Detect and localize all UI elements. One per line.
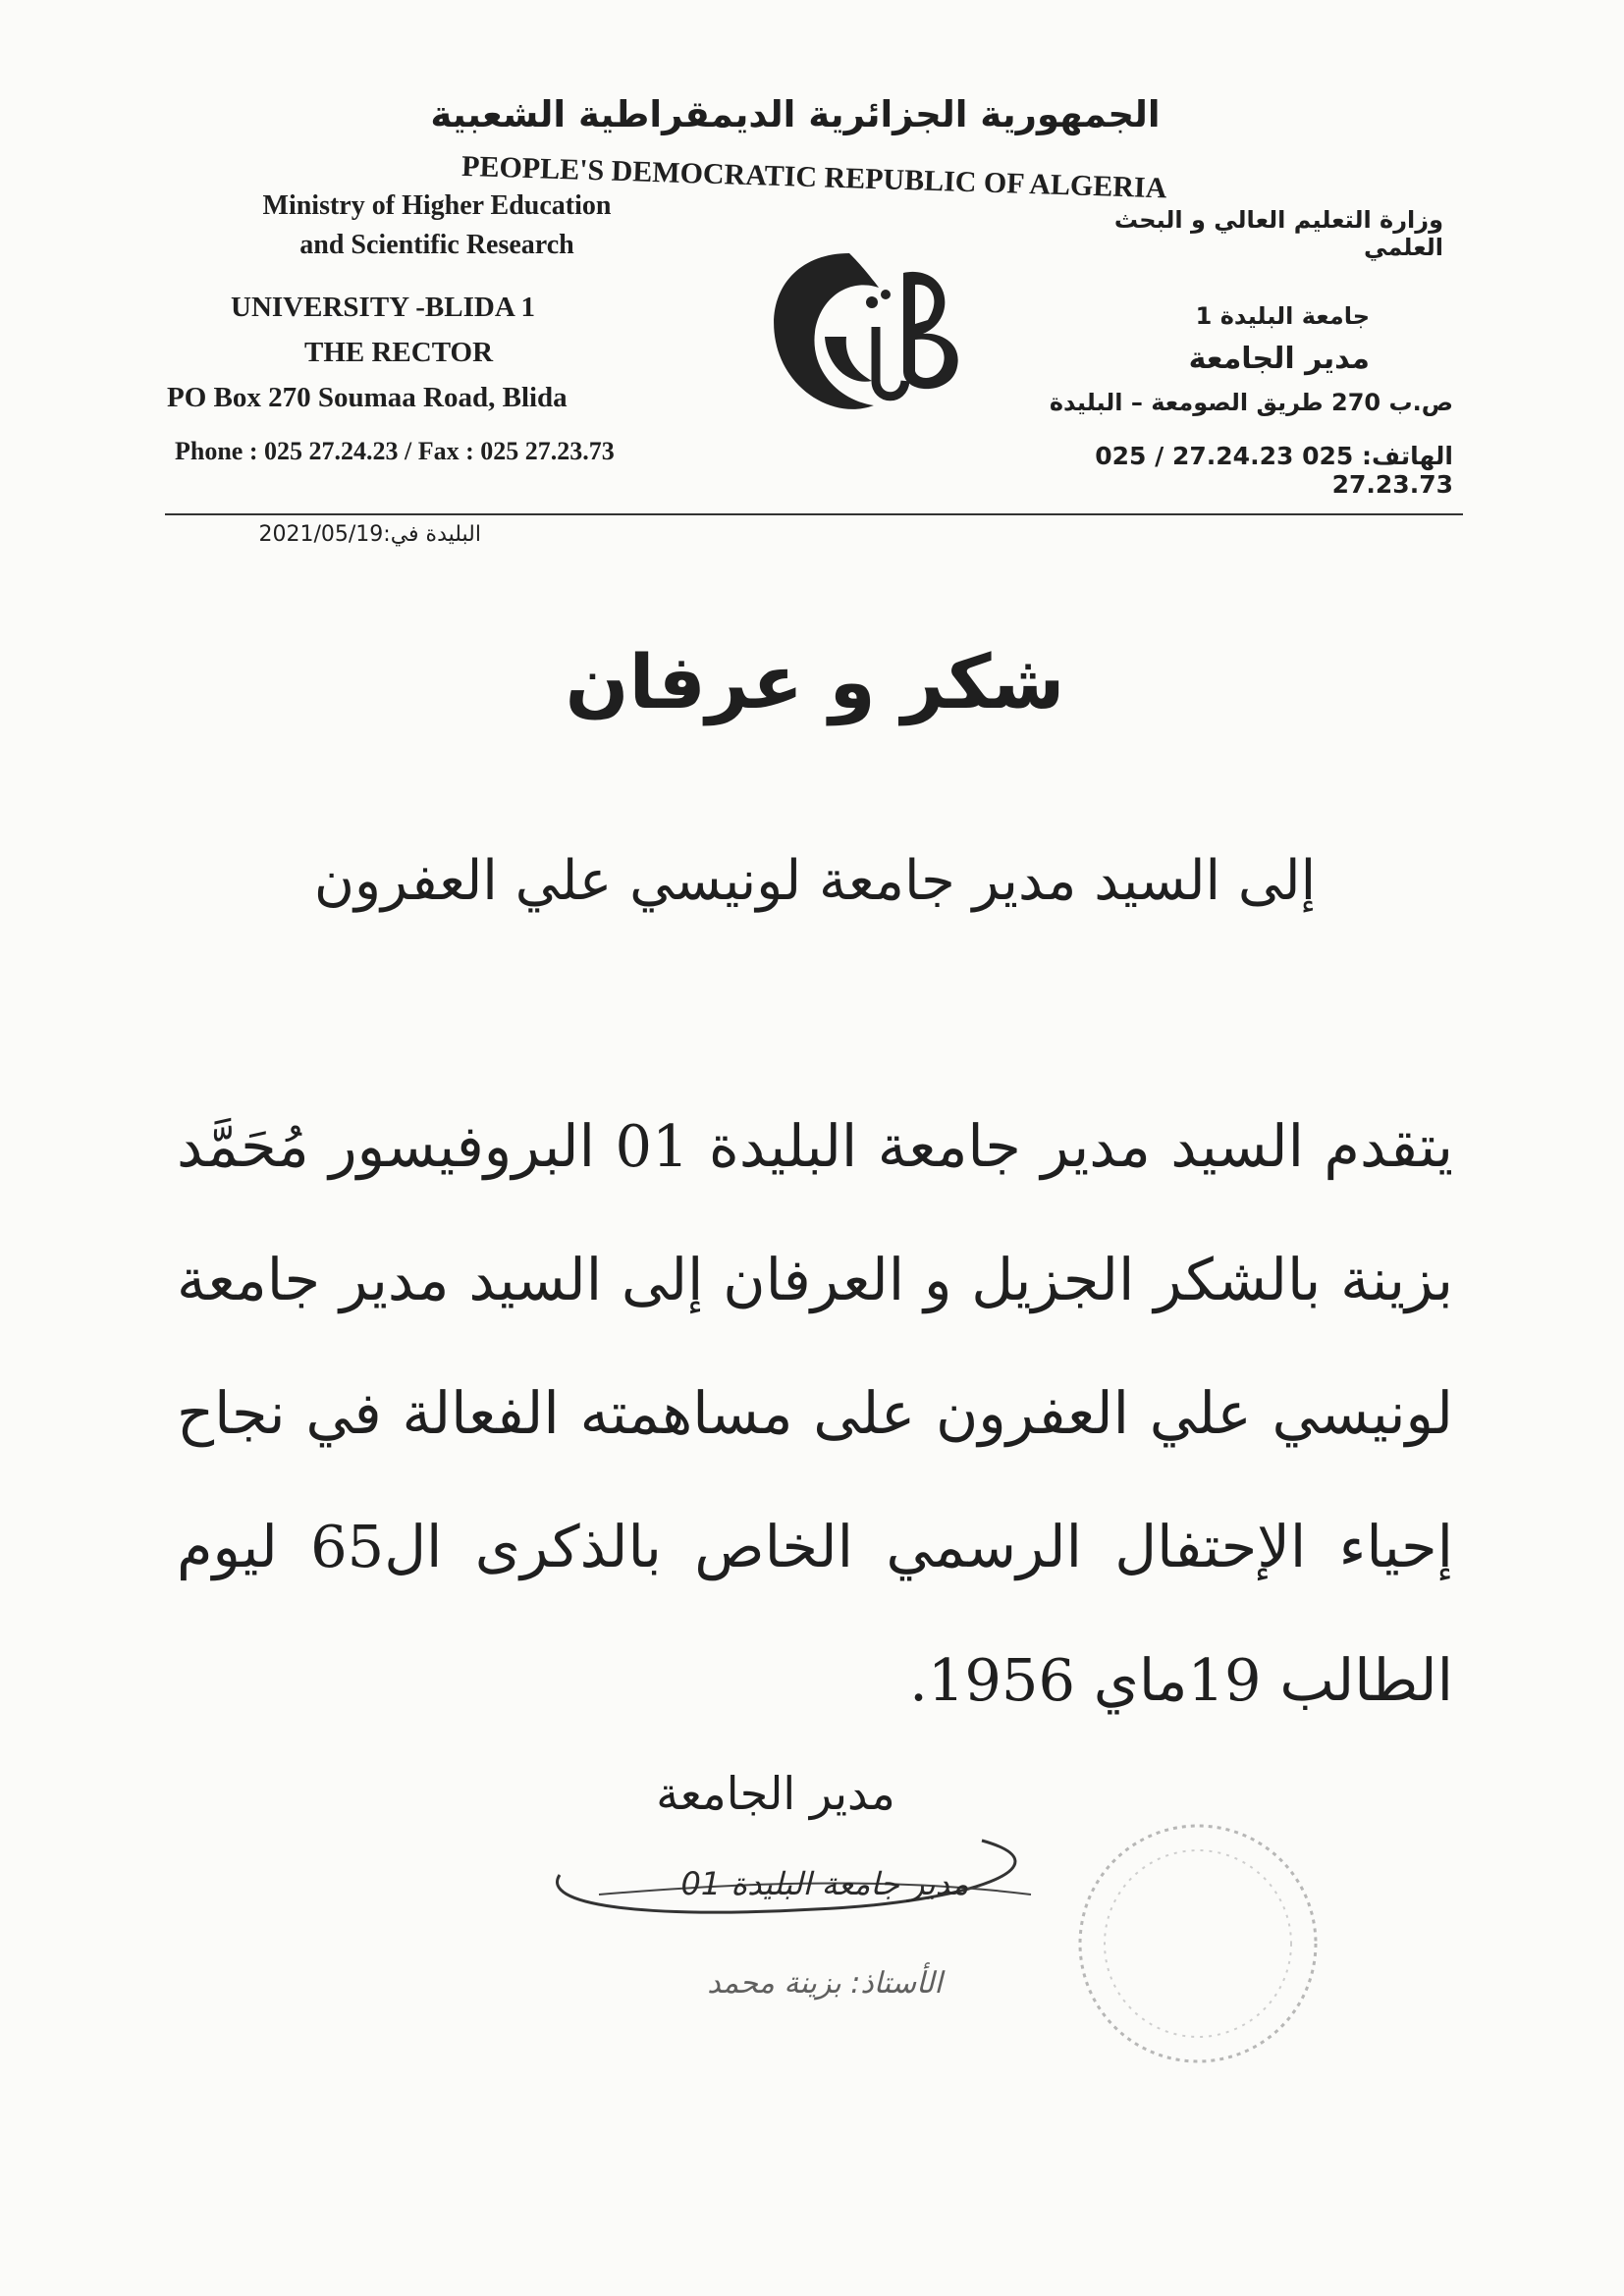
- university-english-block: [167, 285, 658, 420]
- republic-english: PEOPLE'S DEMOCRATIC REPUBLIC OF ALGERIA: [460, 149, 1167, 205]
- university-blida-logo-icon: [756, 234, 992, 430]
- phone-fax-arabic: الهاتف: 025 27.24.23 / 025 27.23.73: [1095, 442, 1453, 499]
- rector-arabic: مدير الجامعة: [1188, 342, 1370, 376]
- university-name-arabic: جامعة البليدة 1: [1195, 302, 1370, 330]
- header-divider: [165, 513, 1463, 515]
- recipient-line: إلى السيد مدير جامعة لونيسي علي العفرون: [313, 849, 1317, 913]
- page-title: شكر و عرفان: [565, 638, 1065, 725]
- stamp-line-professor: الأستاذ: بزينة محمد: [707, 1966, 943, 2001]
- ministry-english-line2: and Scientific Research: [299, 230, 574, 260]
- rector-english: THE RECTOR: [304, 337, 494, 368]
- university-name-english: UNIVERSITY -BLIDA 1: [231, 292, 535, 323]
- stamp-line-university: مدير جامعة البليدة 01: [680, 1865, 969, 1902]
- phone-fax-english: Phone : 025 27.24.23 / Fax : 025 27.23.73: [175, 437, 615, 465]
- ministry-english: [221, 187, 653, 265]
- university-arabic-block: [1021, 294, 1453, 424]
- ministry-english-line1: Ministry of Higher Education: [262, 190, 612, 221]
- date-line: البليدة في:2021/05/19: [258, 522, 481, 547]
- ministry-arabic: وزارة التعليم العالي و البحث العلمي: [1113, 206, 1443, 261]
- address-english: PO Box 270 Soumaa Road, Blida: [167, 382, 568, 413]
- republic-arabic: الجمهورية الجزائرية الديمقراطية الشعبية: [430, 93, 1161, 135]
- letter-body: يتقدم السيد مدير جامعة البليدة 01 البروفيسور مُحَمَّد بزينة بالشكر الجزيل و العرفان إلى السيد مدير جامعة لونيسي علي العفرون على مساهمته الفعالة في نجاح إحياء الإحتفال الرسمي الخاص بالذكرى ال65 ليوم الطالب 19ماي 1956.: [177, 1112, 1454, 1714]
- signature-title: مدير الجامعة: [656, 1767, 895, 1820]
- address-arabic: ص.ب 270 طريق الصومعة – البليدة: [1049, 389, 1453, 416]
